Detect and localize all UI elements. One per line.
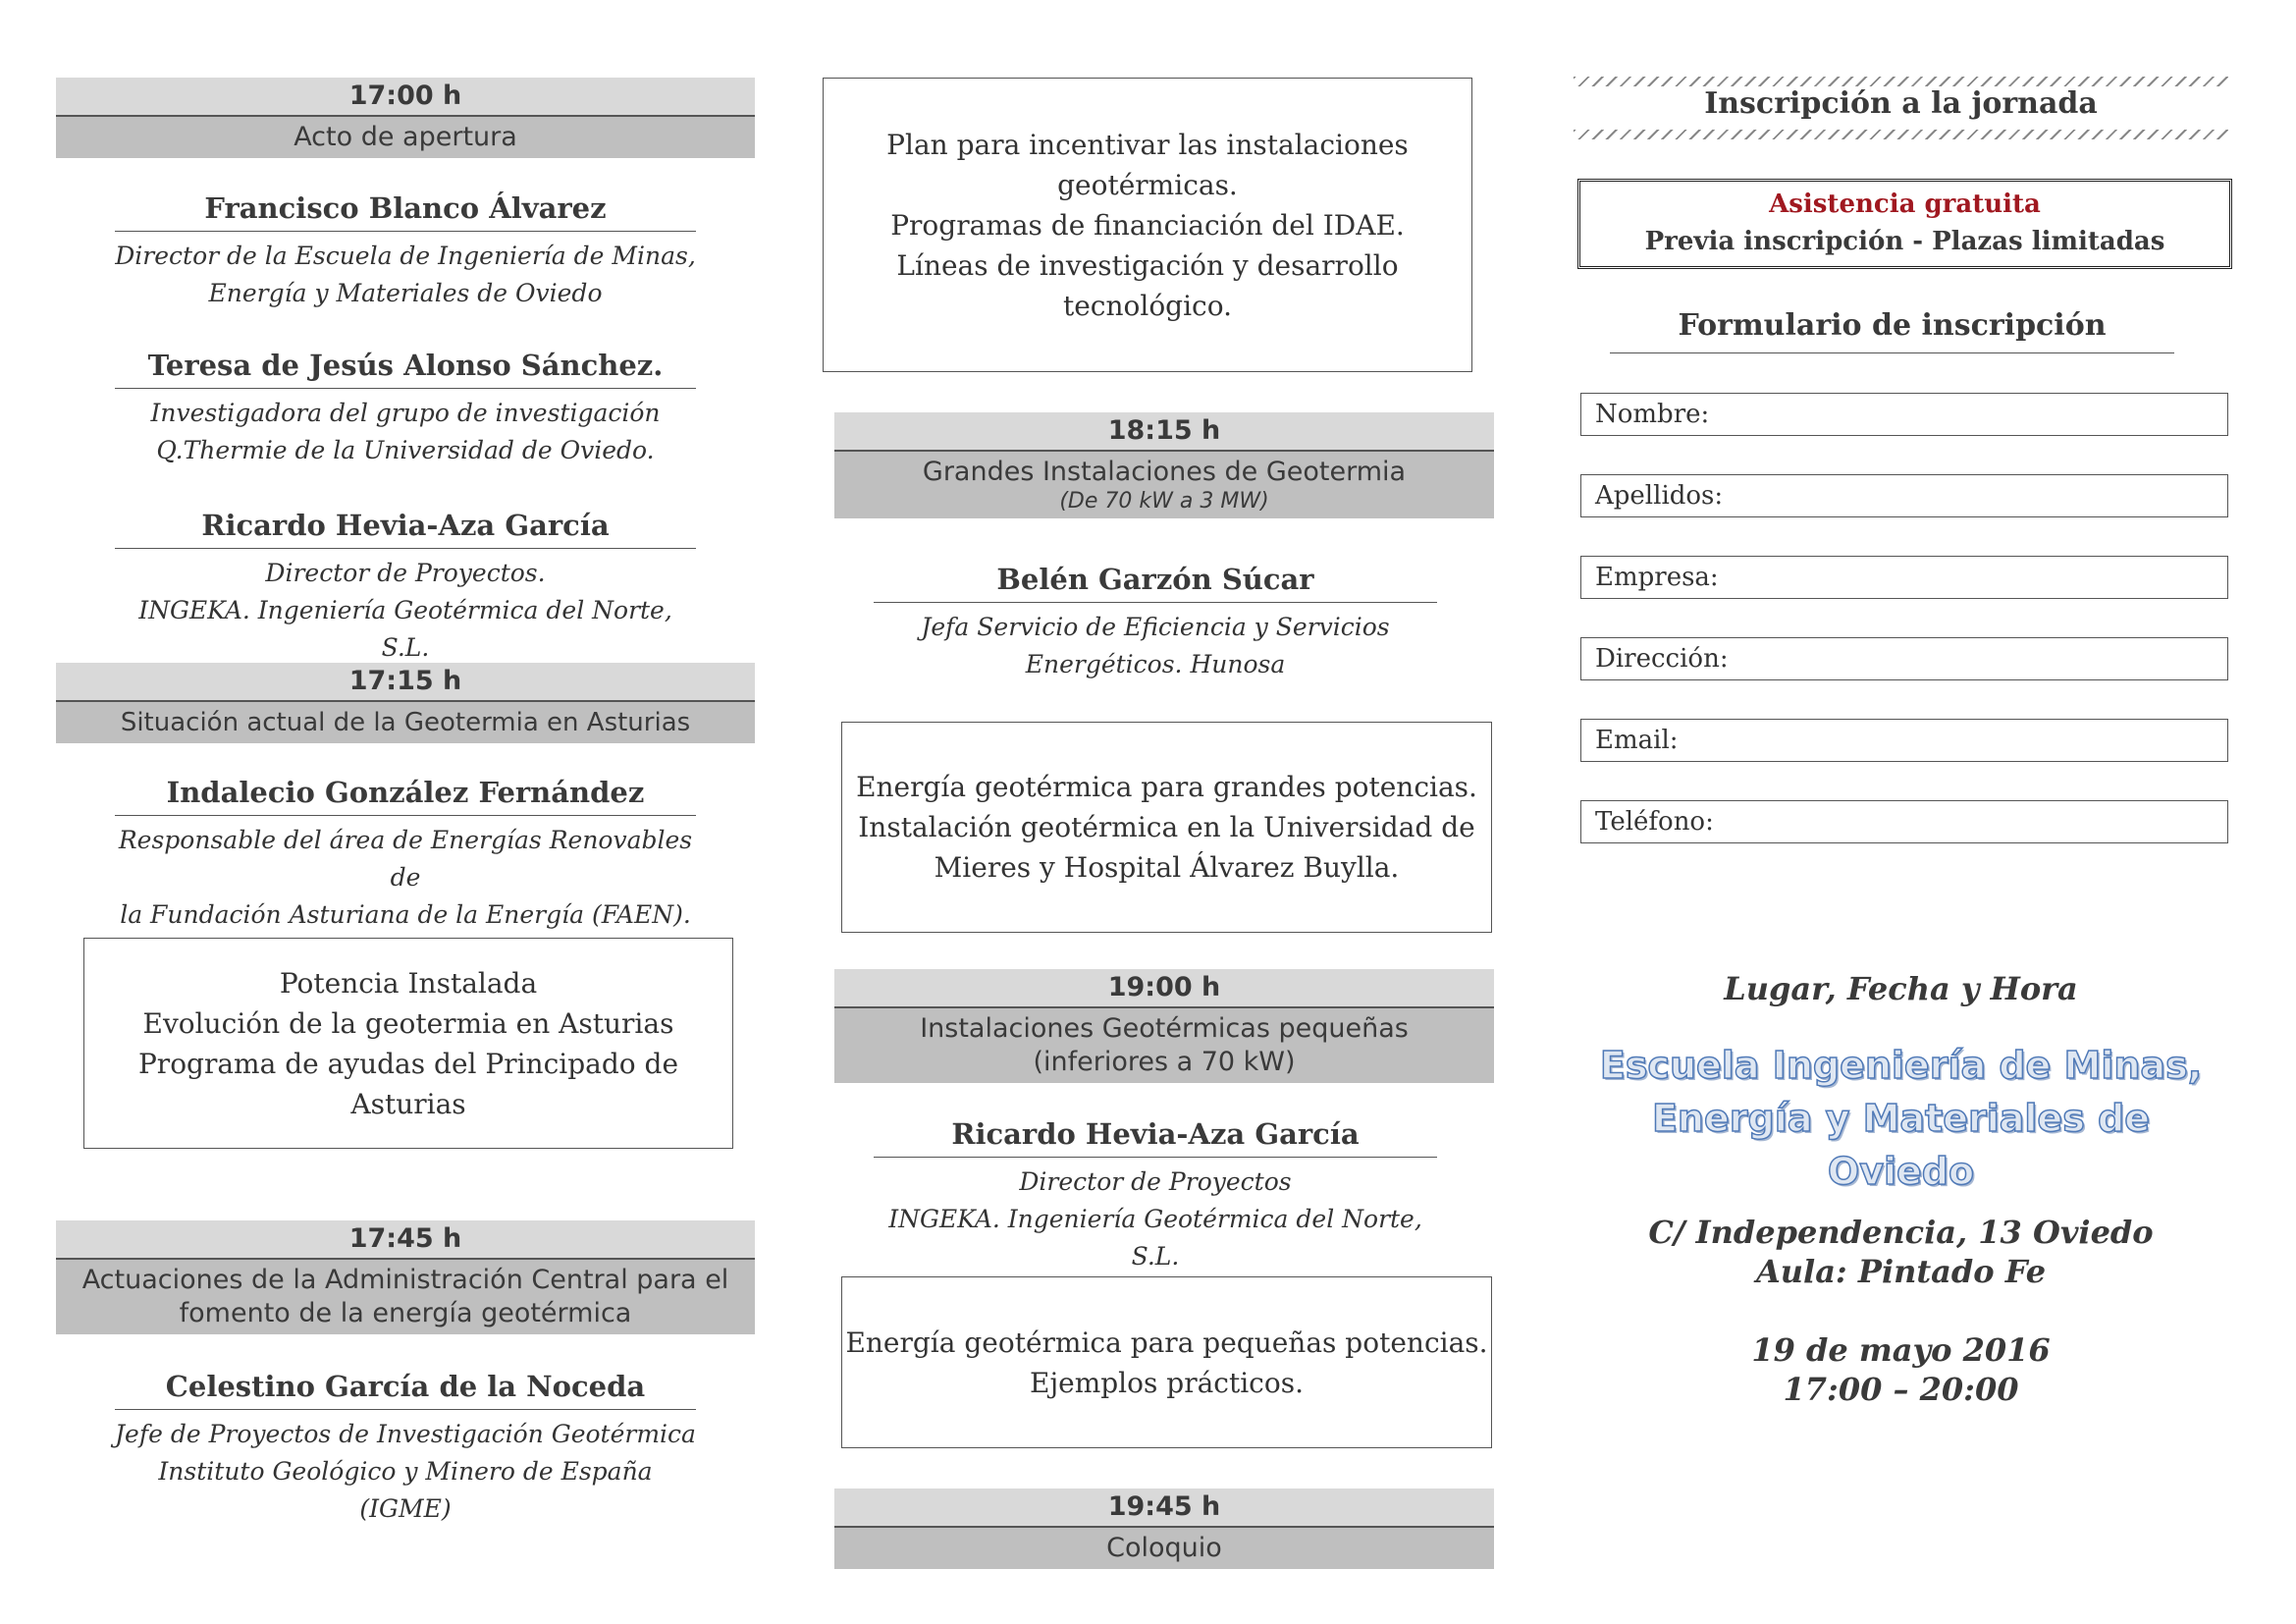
topic-line: Potencia Instalada <box>279 966 538 1000</box>
topic-box-idae <box>823 78 1472 372</box>
speaker-role: Instituto Geológico y Minero de España (IGME) <box>158 1457 653 1523</box>
slot-1945 <box>834 1489 1494 1569</box>
topic-line: Programas de financiación del IDAE. <box>890 208 1405 242</box>
form-title: Formulario de inscripción <box>1610 308 2174 353</box>
slot-time: 19:00 h <box>834 969 1494 1008</box>
name-field[interactable]: Nombre: <box>1580 393 2228 436</box>
speaker-role: Energéticos. Hunosa <box>1025 650 1286 678</box>
topic-box-asturias <box>83 938 733 1149</box>
surname-field[interactable]: Apellidos: <box>1580 474 2228 517</box>
speaker-celestino <box>115 1370 696 1528</box>
speaker-ricardo-2 <box>874 1117 1437 1275</box>
event-hours: 17:00 – 20:00 <box>1783 1371 2019 1408</box>
slot-title-line: Instalaciones Geotérmicas pequeñas <box>920 1013 1409 1044</box>
speaker-name: Belén Garzón Súcar <box>874 563 1437 603</box>
slot-1715 <box>56 663 755 743</box>
slot-title-line: (inferiores a 70 kW) <box>1033 1047 1296 1077</box>
slot-1700 <box>56 78 755 158</box>
speaker-name: Francisco Blanco Álvarez <box>115 191 696 232</box>
slot-title: Situación actual de la Geotermia en Asturias <box>56 702 755 743</box>
topic-line: Plan para incentivar las instalaciones <box>886 128 1409 161</box>
slot-1745 <box>56 1220 755 1334</box>
slot-subtitle: (De 70 kW a 3 MW) <box>1059 489 1269 514</box>
speaker-role: Director de Proyectos. <box>265 559 546 587</box>
slot-title-line: fomento de la energía geotérmica <box>179 1298 632 1328</box>
venue-name-line: Escuela Ingeniería de Minas, <box>1599 1044 2203 1087</box>
speaker-role: INGEKA. Ingeniería Geotérmica del Norte, S.L. <box>888 1205 1422 1271</box>
phone-field[interactable]: Teléfono: <box>1580 800 2228 843</box>
speaker-role: Energía y Materiales de Oviedo <box>208 279 603 307</box>
free-attendance-label: Asistencia gratuita <box>1769 189 2041 219</box>
speaker-francisco <box>115 191 696 312</box>
slot-title <box>834 1008 1494 1083</box>
topic-line: Ejemplos prácticos. <box>1030 1366 1304 1399</box>
speaker-teresa <box>115 349 696 469</box>
venue-name-line: Energía y Materiales de <box>1651 1097 2151 1140</box>
topic-box-grandes <box>841 722 1492 933</box>
registration-title: Inscripción a la jornada <box>1704 86 2098 121</box>
slot-time: 19:45 h <box>834 1489 1494 1528</box>
speaker-belen <box>874 563 1437 683</box>
venue-name <box>1574 1039 2228 1198</box>
speaker-role: INGEKA. Ingeniería Geotérmica del Norte, S.L. <box>138 596 672 662</box>
slot-title <box>834 452 1494 518</box>
speaker-role: Jefe de Proyectos de Investigación Geotérmica <box>115 1420 696 1448</box>
topic-line: Mieres y Hospital Álvarez Buylla. <box>934 851 1400 884</box>
speaker-name: Ricardo Hevia-Aza García <box>874 1117 1437 1158</box>
venue-room: Aula: Pintado Fe <box>1755 1253 2047 1290</box>
slot-title-line: Grandes Instalaciones de Geotermia <box>922 457 1407 487</box>
event-date: 19 de mayo 2016 <box>1751 1331 2051 1369</box>
slot-title: Coloquio <box>834 1528 1494 1569</box>
address-field[interactable]: Dirección: <box>1580 637 2228 680</box>
decorative-border-bottom <box>1574 130 2228 139</box>
speaker-role: Q.Thermie de la Universidad de Oviedo. <box>156 436 655 464</box>
topic-line: Instalación geotérmica en la Universidad de <box>858 811 1475 843</box>
speaker-role: Director de la Escuela de Ingeniería de Minas, <box>115 242 696 270</box>
slot-title <box>56 1260 755 1334</box>
topic-line: Energía geotérmica para grandes potencias. <box>856 771 1477 803</box>
speaker-indalecio <box>115 776 696 934</box>
slot-time: 17:00 h <box>56 78 755 117</box>
topic-line: Líneas de investigación y desarrollo <box>896 248 1399 282</box>
topic-line: Evolución de la geotermia en Asturias <box>142 1006 674 1040</box>
slot-time: 18:15 h <box>834 412 1494 452</box>
slot-time: 17:15 h <box>56 663 755 702</box>
venue-label: Lugar, Fecha y Hora <box>1724 970 2078 1007</box>
topic-line: tecnológico. <box>1062 289 1233 322</box>
speaker-name: Indalecio González Fernández <box>115 776 696 816</box>
email-field[interactable]: Email: <box>1580 719 2228 762</box>
speaker-role: la Fundación Asturiana de la Energía (FAEN). <box>120 900 691 929</box>
decorative-border-top <box>1574 77 2228 86</box>
speaker-role: Investigadora del grupo de investigación <box>150 399 661 427</box>
speaker-ricardo <box>115 509 696 667</box>
company-field[interactable]: Empresa: <box>1580 556 2228 599</box>
speaker-name: Teresa de Jesús Alonso Sánchez. <box>115 349 696 389</box>
topic-line: Programa de ayudas del Principado de Asturias <box>137 1047 679 1120</box>
venue-address: C/ Independencia, 13 Oviedo <box>1648 1214 2154 1251</box>
topic-box-pequenas <box>841 1276 1492 1448</box>
speaker-name: Celestino García de la Noceda <box>115 1370 696 1410</box>
registration-notice: Previa inscripción - Plazas limitadas <box>1644 227 2165 256</box>
venue-name-line: Oviedo <box>1827 1150 1975 1193</box>
slot-1815 <box>834 412 1494 518</box>
speaker-role: Director de Proyectos <box>1019 1167 1292 1196</box>
speaker-role: Jefa Servicio de Eficiencia y Servicios <box>921 613 1390 641</box>
speaker-name: Ricardo Hevia-Aza García <box>115 509 696 549</box>
slot-1900 <box>834 969 1494 1083</box>
slot-time: 17:45 h <box>56 1220 755 1260</box>
free-attendance-box <box>1577 179 2232 269</box>
topic-line: Energía geotérmica para pequeñas potencias. <box>845 1326 1488 1359</box>
slot-title-line: Actuaciones de la Administración Central para el <box>81 1265 729 1295</box>
speaker-role: Responsable del área de Energías Renovables de <box>118 826 693 892</box>
topic-line: geotérmicas. <box>1057 168 1238 201</box>
slot-title: Acto de apertura <box>56 117 755 158</box>
